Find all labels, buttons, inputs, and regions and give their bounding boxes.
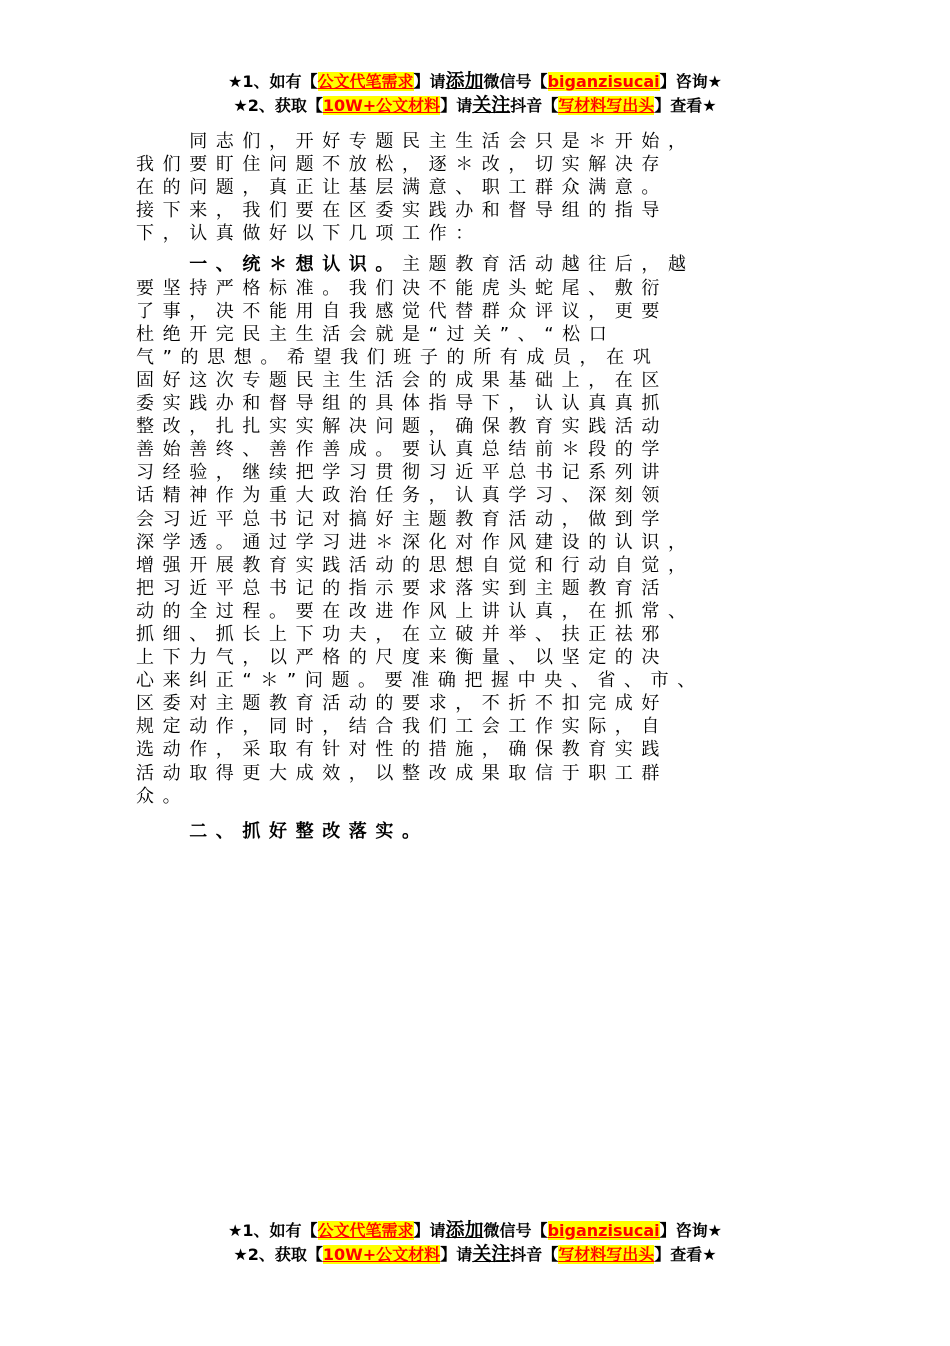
body-line: 深学透。通过学习进＊深化对作风建设的认识， <box>136 531 695 553</box>
body-line: 习经验，继续把学习贯彻习近平总书记系列讲 <box>136 462 668 484</box>
body-line: 委实践办和督导组的具体指导下，认认真真抓 <box>136 393 668 415</box>
body-line: 气”的思想。希望我们班子的所有成员，在巩 <box>136 346 660 368</box>
body-line: 在的问题，真正让基层满意、职工群众满意。 <box>136 177 668 199</box>
body-line: 选动作，采取有针对性的措施，确保教育实践 <box>136 739 668 761</box>
section-heading-2: 二、抓好整改落实。 <box>136 820 429 842</box>
body-line: 把习近平总书记的指示要求落实到主题教育活 <box>136 577 668 599</box>
highlight-materials: 10W+公文材料 <box>322 96 441 115</box>
paragraph-gap <box>136 245 816 253</box>
body-line: 了事，决不能用自我感觉代替群众评议，更要 <box>136 300 668 322</box>
body-line: 杜绝开完民主生活会就是“过关”、“松口 <box>136 323 616 345</box>
body-line: 抓细、抓长上下功夫，在立破并举、扶正祛邪 <box>136 623 668 645</box>
highlight-douyin-account: 写材料写出头 <box>558 96 655 115</box>
banner-line-1: ★1、如有【公文代笔需求】请添加微信号【biganzisucai】咨询★ <box>228 1219 722 1241</box>
highlight-wechat-id: biganzisucai <box>547 1221 660 1240</box>
body-line: 会习近平总书记对搞好主题教育活动，做到学 <box>136 508 668 530</box>
body-line: 活动取得更大成效，以整改成果取信于职工群 <box>136 762 668 784</box>
document-body <box>136 130 816 843</box>
body-line: 上下力气，以严格的尺度来衡量、以坚定的决 <box>136 647 668 669</box>
highlight-douyin-account: 写材料写出头 <box>558 1245 655 1264</box>
highlight-service: 公文代笔需求 <box>317 1221 414 1240</box>
body-line: 话精神作为重大政治任务，认真学习、深刻领 <box>136 485 668 507</box>
body-line: 同志们，开好专题民主生活会只是＊开始， <box>136 131 695 152</box>
body-line: 固好这次专题民主生活会的成果基础上，在区 <box>136 369 668 391</box>
body-line: 善始善终、善作善成。要认真总结前＊段的学 <box>136 439 668 461</box>
banner-line-2: ★2、获取【10W+公文材料】请关注抖音【写材料写出头】查看★ <box>233 1243 717 1265</box>
body-line: 心来纠正“＊”问题。要准确把握中央、省、市、 <box>136 670 704 692</box>
paragraph-gap <box>136 808 816 820</box>
body-line: 接下来，我们要在区委实践办和督导组的指导 <box>136 200 668 222</box>
body-line: 规定动作，同时，结合我们工会工作实际，自 <box>136 716 668 738</box>
highlight-materials: 10W+公文材料 <box>322 1245 441 1264</box>
body-line: 增强开展教育实践活动的思想自觉和行动自觉， <box>136 554 695 576</box>
highlight-service: 公文代笔需求 <box>317 72 414 91</box>
footer-banner <box>0 1218 950 1266</box>
body-line: 我们要盯住问题不放松，逐＊改，切实解决存 <box>136 154 668 176</box>
body-line: 要坚持严格标准。我们决不能虎头蛇尾、敷衍 <box>136 277 668 299</box>
banner-line-1: ★1、如有【公文代笔需求】请添加微信号【biganzisucai】咨询★ <box>228 70 722 92</box>
header-banner <box>0 69 950 117</box>
body-line: 整改，扎扎实实解决问题，确保教育实践活动 <box>136 416 668 438</box>
body-line: 众。 <box>136 785 190 807</box>
banner-line-2: ★2、获取【10W+公文材料】请关注抖音【写材料写出头】查看★ <box>233 94 717 116</box>
body-line: 区委对主题教育活动的要求，不折不扣完成好 <box>136 693 668 715</box>
body-line: 动的全过程。要在改进作风上讲认真，在抓常、 <box>136 600 695 622</box>
highlight-wechat-id: biganzisucai <box>547 72 660 91</box>
section-heading-1: 一、统＊想认识。 <box>136 254 402 276</box>
body-line: 下，认真做好以下几项工作： <box>136 223 482 245</box>
section-1-first-line: 一、统＊想认识。主题教育活动越往后，越 <box>136 254 695 276</box>
